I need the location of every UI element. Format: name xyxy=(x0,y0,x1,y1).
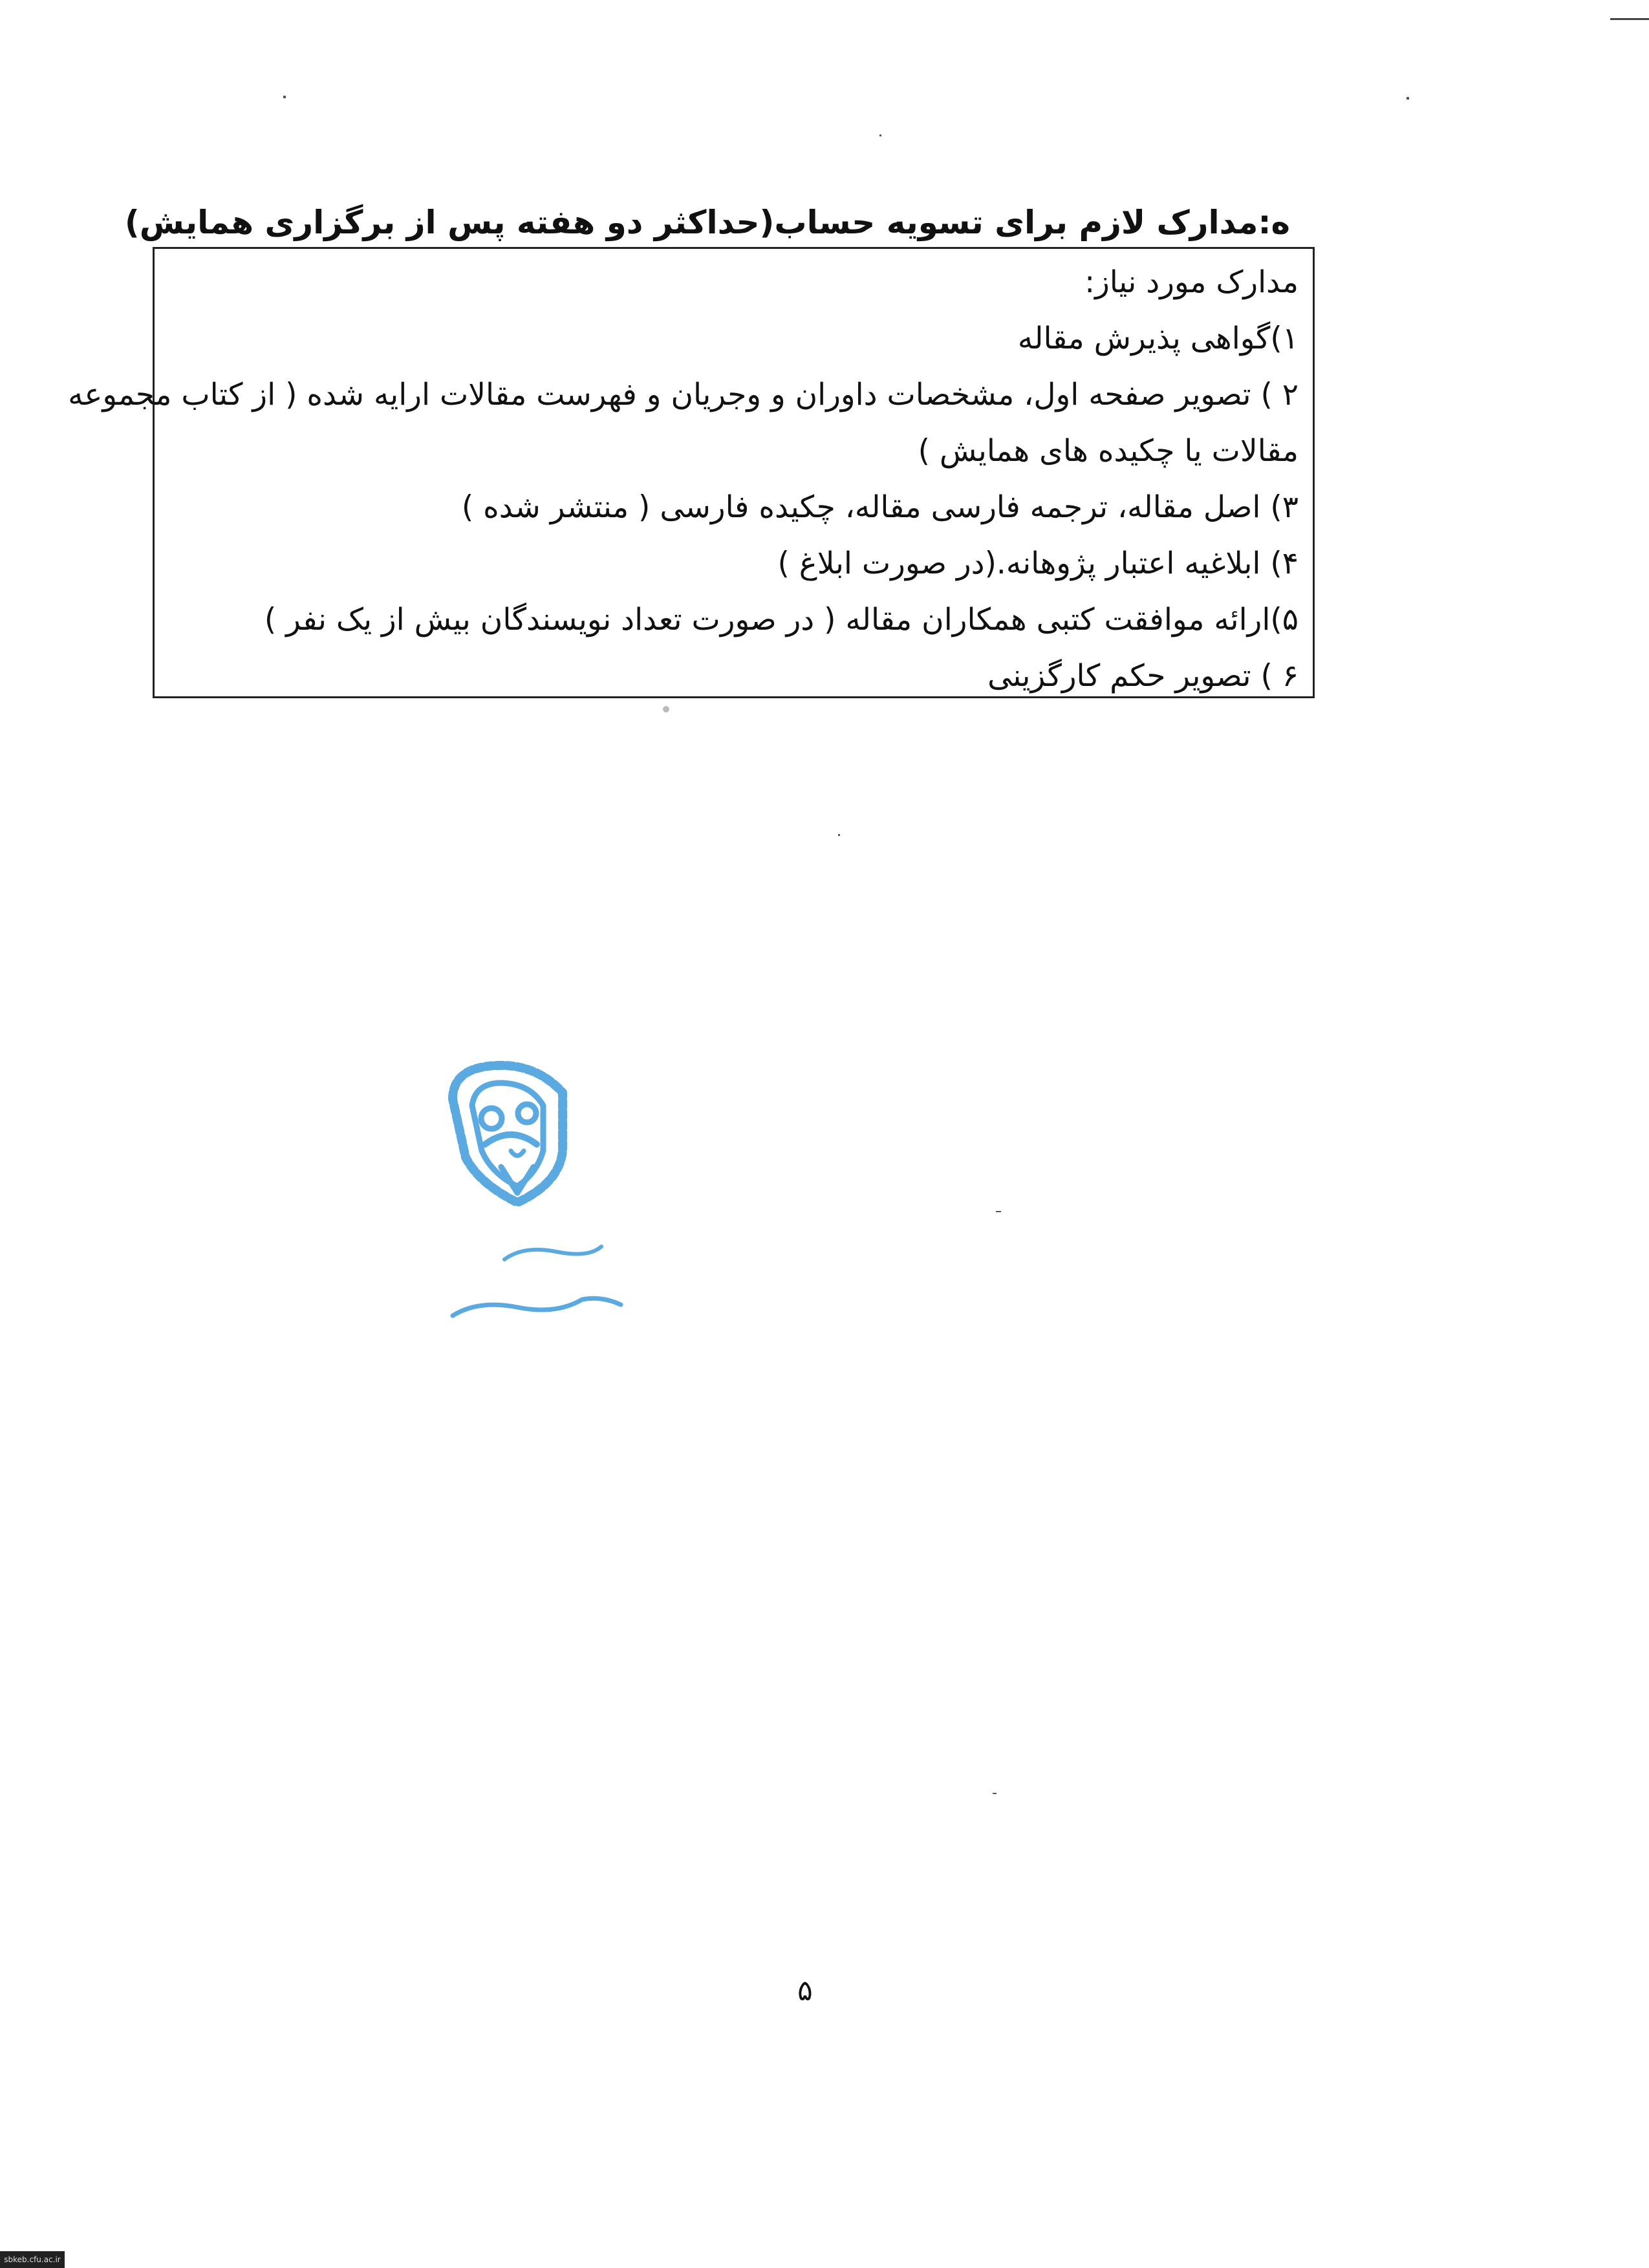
document-item: ۶ ) تصویر حکم کارگزینی xyxy=(987,658,1299,694)
document-item: ۱)گواهی پذیرش مقاله xyxy=(1017,321,1299,356)
document-item: ۳) اصل مقاله، ترجمه فارسی مقاله، چکیده فارسی ( منتشر شده ) xyxy=(461,489,1299,525)
scan-speck xyxy=(663,706,669,712)
footer-tag: sbkeb.cfu.ac.ir xyxy=(0,2251,65,2268)
document-item: ۵)ارائه موافقت کتبی همکاران مقاله ( در صورت تعداد نویسندگان بیش از یک نفر ) xyxy=(264,602,1299,637)
box-title: مدارک مورد نیاز: xyxy=(1084,264,1299,300)
scan-edge-line xyxy=(1610,18,1649,20)
required-documents-box xyxy=(68,247,1315,698)
page-number: ۵ xyxy=(797,1974,813,2007)
scan-speck xyxy=(996,1211,1001,1212)
seal-emblem-icon xyxy=(440,1054,647,1338)
scan-speck xyxy=(993,1793,997,1794)
university-seal xyxy=(440,1054,647,1338)
scan-speck xyxy=(879,134,881,136)
scan-speck xyxy=(1406,97,1409,100)
document-item: مقالات یا چکیده های همایش ) xyxy=(918,433,1299,469)
document-item: ۲ ) تصویر صفحه اول، مشخصات داوران و وجریان و فهرست مقالات ارایه شده ( از کتاب مجموعه xyxy=(68,377,1299,412)
section-heading: ه:مدارک لازم برای تسویه حساب(حداکثر دو هفته پس از برگزاری همایش) xyxy=(124,204,1290,241)
document-item: ۴) ابلاغیه اعتبار پژوهانه.(در صورت ابلاغ ) xyxy=(777,546,1299,581)
scan-speck xyxy=(283,96,286,98)
scan-speck xyxy=(838,834,840,836)
